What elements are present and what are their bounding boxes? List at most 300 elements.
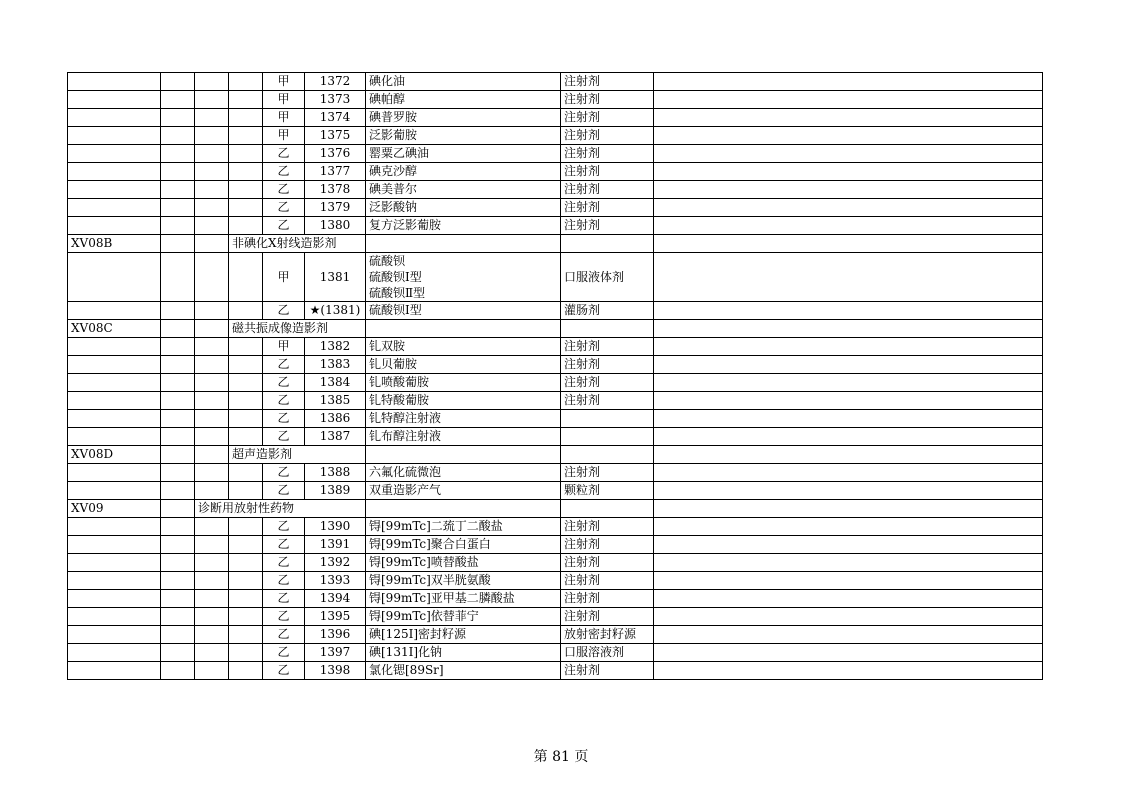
drug-number-cell: 1396 [305, 626, 366, 644]
drug-row [68, 410, 1043, 428]
empty-cell [195, 109, 229, 127]
grade-cell: 乙 [263, 410, 305, 428]
drug-row [68, 127, 1043, 145]
category-title-cell: 诊断用放射性药物 [195, 500, 366, 518]
drug-row [68, 518, 1043, 536]
empty-cell [68, 302, 161, 320]
drug-row [68, 662, 1043, 680]
drug-name-cell: 钆特酸葡胺 [366, 392, 561, 410]
drug-number-cell: 1385 [305, 392, 366, 410]
empty-cell [229, 109, 263, 127]
empty-cell [68, 482, 161, 500]
empty-cell [229, 73, 263, 91]
empty-cell [561, 500, 654, 518]
empty-cell [68, 181, 161, 199]
empty-cell [654, 235, 1043, 253]
grade-cell: 乙 [263, 392, 305, 410]
drug-number-cell: 1386 [305, 410, 366, 428]
drug-catalog-table [67, 72, 1043, 680]
dosage-form-cell: 注射剂 [561, 590, 654, 608]
grade-cell: 乙 [263, 217, 305, 235]
empty-cell [68, 91, 161, 109]
drug-name-cell [366, 253, 561, 302]
empty-cell [161, 109, 195, 127]
remarks-cell [654, 392, 1043, 410]
empty-cell [229, 554, 263, 572]
dosage-form-cell: 注射剂 [561, 163, 654, 181]
empty-cell [68, 338, 161, 356]
drug-number-cell: 1377 [305, 163, 366, 181]
empty-cell [161, 199, 195, 217]
empty-cell [161, 464, 195, 482]
empty-cell [654, 500, 1043, 518]
drug-row [68, 181, 1043, 199]
empty-cell [68, 410, 161, 428]
empty-cell [229, 145, 263, 163]
empty-cell [68, 428, 161, 446]
drug-row [68, 91, 1043, 109]
drug-number-cell: 1375 [305, 127, 366, 145]
drug-name-cell: 钆布醇注射液 [366, 428, 561, 446]
remarks-cell [654, 410, 1043, 428]
category-row [68, 235, 1043, 253]
empty-cell [229, 428, 263, 446]
dosage-form-cell: 注射剂 [561, 374, 654, 392]
empty-cell [161, 482, 195, 500]
drug-name-cell: 双重造影产气 [366, 482, 561, 500]
dosage-form-cell: 注射剂 [561, 518, 654, 536]
grade-cell: 乙 [263, 608, 305, 626]
remarks-cell [654, 302, 1043, 320]
grade-cell: 甲 [263, 338, 305, 356]
empty-cell [195, 320, 229, 338]
empty-cell [68, 163, 161, 181]
drug-number-cell: 1392 [305, 554, 366, 572]
grade-cell: 乙 [263, 662, 305, 680]
empty-cell [161, 644, 195, 662]
drug-number-cell: 1388 [305, 464, 366, 482]
empty-cell [195, 518, 229, 536]
remarks-cell [654, 608, 1043, 626]
grade-cell: 乙 [263, 572, 305, 590]
page-number: 第 81 页 [533, 749, 589, 765]
empty-cell [229, 608, 263, 626]
dosage-form-cell: 注射剂 [561, 73, 654, 91]
empty-cell [195, 91, 229, 109]
empty-cell [161, 302, 195, 320]
empty-cell [68, 109, 161, 127]
drug-number-cell: 1373 [305, 91, 366, 109]
empty-cell [195, 253, 229, 302]
empty-cell [161, 163, 195, 181]
empty-cell [195, 572, 229, 590]
grade-cell: 乙 [263, 554, 305, 572]
drug-row [68, 644, 1043, 662]
empty-cell [229, 392, 263, 410]
empty-cell [366, 320, 561, 338]
empty-cell [229, 644, 263, 662]
drug-number-cell: 1382 [305, 338, 366, 356]
drug-name-cell: 六氟化硫微泡 [366, 464, 561, 482]
drug-row [68, 253, 1043, 302]
grade-cell: 乙 [263, 199, 305, 217]
empty-cell [195, 662, 229, 680]
empty-cell [161, 127, 195, 145]
drug-name-line: 硫酸钡Ⅱ型 [369, 286, 426, 300]
empty-cell [161, 91, 195, 109]
drug-number-cell: 1372 [305, 73, 366, 91]
dosage-form-cell: 注射剂 [561, 181, 654, 199]
empty-cell [229, 253, 263, 302]
empty-cell [68, 253, 161, 302]
drug-row [68, 464, 1043, 482]
empty-cell [161, 428, 195, 446]
empty-cell [229, 662, 263, 680]
drug-name-cell: 锝[99mTc]喷替酸盐 [366, 554, 561, 572]
empty-cell [195, 626, 229, 644]
dosage-form-cell: 口服溶液剂 [561, 644, 654, 662]
drug-name-line: 硫酸钡 [369, 254, 406, 268]
empty-cell [195, 302, 229, 320]
empty-cell [195, 356, 229, 374]
drug-number-cell: 1376 [305, 145, 366, 163]
drug-row [68, 536, 1043, 554]
grade-cell: 乙 [263, 428, 305, 446]
dosage-form-cell: 注射剂 [561, 572, 654, 590]
remarks-cell [654, 91, 1043, 109]
grade-cell: 乙 [263, 374, 305, 392]
empty-cell [161, 181, 195, 199]
drug-name-cell: 氯化锶[89Sr] [366, 662, 561, 680]
drug-row [68, 572, 1043, 590]
grade-cell: 乙 [263, 536, 305, 554]
remarks-cell [654, 518, 1043, 536]
empty-cell [195, 217, 229, 235]
empty-cell [366, 500, 561, 518]
empty-cell [68, 199, 161, 217]
empty-cell [161, 392, 195, 410]
empty-cell [229, 626, 263, 644]
empty-cell [68, 356, 161, 374]
empty-cell [195, 554, 229, 572]
empty-cell [229, 91, 263, 109]
dosage-form-cell: 注射剂 [561, 145, 654, 163]
grade-cell: 乙 [263, 626, 305, 644]
dosage-form-cell: 注射剂 [561, 109, 654, 127]
grade-cell: 甲 [263, 109, 305, 127]
drug-row [68, 608, 1043, 626]
category-row [68, 446, 1043, 464]
empty-cell [68, 626, 161, 644]
empty-cell [68, 73, 161, 91]
drug-name-cell: 钆喷酸葡胺 [366, 374, 561, 392]
empty-cell [195, 73, 229, 91]
drug-name-cell: 碘[125I]密封籽源 [366, 626, 561, 644]
grade-cell: 甲 [263, 127, 305, 145]
remarks-cell [654, 482, 1043, 500]
empty-cell [229, 338, 263, 356]
dosage-form-cell: 注射剂 [561, 199, 654, 217]
dosage-form-cell: 注射剂 [561, 662, 654, 680]
remarks-cell [654, 338, 1043, 356]
drug-name-cell: 碘化油 [366, 73, 561, 91]
dosage-form-cell: 注射剂 [561, 338, 654, 356]
grade-cell: 甲 [263, 73, 305, 91]
drug-number-cell: ★(1381) [305, 302, 366, 320]
category-row [68, 320, 1043, 338]
drug-name-cell: 碘克沙醇 [366, 163, 561, 181]
drug-row [68, 163, 1043, 181]
empty-cell [195, 482, 229, 500]
empty-cell [195, 127, 229, 145]
empty-cell [161, 374, 195, 392]
empty-cell [195, 181, 229, 199]
empty-cell [68, 536, 161, 554]
drug-name-cell: 泛影葡胺 [366, 127, 561, 145]
remarks-cell [654, 73, 1043, 91]
drug-number-cell: 1397 [305, 644, 366, 662]
remarks-cell [654, 163, 1043, 181]
remarks-cell [654, 626, 1043, 644]
empty-cell [161, 662, 195, 680]
remarks-cell [654, 572, 1043, 590]
dosage-form-cell: 注射剂 [561, 554, 654, 572]
category-title-cell: 超声造影剂 [229, 446, 366, 464]
drug-row [68, 356, 1043, 374]
empty-cell [195, 644, 229, 662]
empty-cell [229, 590, 263, 608]
empty-cell [195, 145, 229, 163]
drug-name-cell: 碘[131I]化钠 [366, 644, 561, 662]
empty-cell [161, 253, 195, 302]
drug-row [68, 482, 1043, 500]
grade-cell: 甲 [263, 253, 305, 302]
drug-number-cell: 1393 [305, 572, 366, 590]
empty-cell [195, 338, 229, 356]
empty-cell [229, 572, 263, 590]
empty-cell [195, 163, 229, 181]
category-title-cell: 非碘化X射线造影剂 [229, 235, 366, 253]
remarks-cell [654, 554, 1043, 572]
drug-name-cell: 锝[99mTc]亚甲基二膦酸盐 [366, 590, 561, 608]
drug-name-line: 硫酸钡Ⅰ型 [369, 270, 422, 284]
empty-cell [195, 374, 229, 392]
empty-cell [229, 163, 263, 181]
empty-cell [68, 608, 161, 626]
empty-cell [161, 320, 195, 338]
drug-number-cell: 1379 [305, 199, 366, 217]
drug-number-cell: 1394 [305, 590, 366, 608]
empty-cell [229, 482, 263, 500]
empty-cell [161, 608, 195, 626]
empty-cell [366, 446, 561, 464]
empty-cell [561, 235, 654, 253]
empty-cell [68, 644, 161, 662]
drug-name-cell: 锝[99mTc]二巯丁二酸盐 [366, 518, 561, 536]
category-code-cell: XV08D [68, 446, 161, 464]
empty-cell [195, 199, 229, 217]
drug-number-cell: 1383 [305, 356, 366, 374]
grade-cell: 乙 [263, 482, 305, 500]
drug-row [68, 338, 1043, 356]
drug-name-cell: 碘普罗胺 [366, 109, 561, 127]
empty-cell [229, 464, 263, 482]
remarks-cell [654, 127, 1043, 145]
grade-cell: 乙 [263, 590, 305, 608]
empty-cell [195, 410, 229, 428]
dosage-form-cell: 颗粒剂 [561, 482, 654, 500]
dosage-form-cell: 注射剂 [561, 464, 654, 482]
category-row [68, 500, 1043, 518]
empty-cell [161, 590, 195, 608]
drug-name-cell: 罂粟乙碘油 [366, 145, 561, 163]
drug-name-cell: 碘帕醇 [366, 91, 561, 109]
empty-cell [229, 356, 263, 374]
dosage-form-cell: 注射剂 [561, 356, 654, 374]
drug-row [68, 626, 1043, 644]
empty-cell [68, 554, 161, 572]
dosage-form-cell [561, 428, 654, 446]
drug-number-cell: 1374 [305, 109, 366, 127]
dosage-form-cell: 注射剂 [561, 217, 654, 235]
drug-row [68, 73, 1043, 91]
remarks-cell [654, 428, 1043, 446]
empty-cell [161, 410, 195, 428]
grade-cell: 乙 [263, 145, 305, 163]
dosage-form-cell: 注射剂 [561, 536, 654, 554]
drug-row [68, 554, 1043, 572]
empty-cell [68, 662, 161, 680]
empty-cell [195, 428, 229, 446]
empty-cell [68, 464, 161, 482]
remarks-cell [654, 536, 1043, 554]
drug-name-cell: 钆双胺 [366, 338, 561, 356]
grade-cell: 乙 [263, 644, 305, 662]
dosage-form-cell: 注射剂 [561, 91, 654, 109]
remarks-cell [654, 217, 1043, 235]
drug-name-cell: 泛影酸钠 [366, 199, 561, 217]
drug-name-cell: 锝[99mTc]聚合白蛋白 [366, 536, 561, 554]
drug-name-cell: 碘美普尔 [366, 181, 561, 199]
empty-cell [229, 199, 263, 217]
drug-number-cell: 1380 [305, 217, 366, 235]
empty-cell [68, 392, 161, 410]
empty-cell [195, 608, 229, 626]
drug-name-cell: 硫酸钡Ⅰ型 [366, 302, 561, 320]
empty-cell [68, 518, 161, 536]
drug-number-cell: 1381 [305, 253, 366, 302]
empty-cell [229, 302, 263, 320]
empty-cell [161, 356, 195, 374]
category-code-cell: XV09 [68, 500, 161, 518]
drug-name-cell: 锝[99mTc]依替菲宁 [366, 608, 561, 626]
dosage-form-cell: 注射剂 [561, 392, 654, 410]
empty-cell [654, 320, 1043, 338]
drug-row [68, 199, 1043, 217]
drug-number-cell: 1387 [305, 428, 366, 446]
grade-cell: 乙 [263, 163, 305, 181]
empty-cell [366, 235, 561, 253]
drug-number-cell: 1390 [305, 518, 366, 536]
category-title-cell: 磁共振成像造影剂 [229, 320, 366, 338]
empty-cell [561, 446, 654, 464]
empty-cell [229, 410, 263, 428]
empty-cell [195, 235, 229, 253]
drug-name-cell: 锝[99mTc]双半胱氨酸 [366, 572, 561, 590]
drug-number-cell: 1389 [305, 482, 366, 500]
empty-cell [68, 145, 161, 163]
dosage-form-cell [561, 410, 654, 428]
drug-name-cell: 复方泛影葡胺 [366, 217, 561, 235]
empty-cell [654, 446, 1043, 464]
empty-cell [161, 518, 195, 536]
dosage-form-cell: 放射密封籽源 [561, 626, 654, 644]
empty-cell [229, 518, 263, 536]
remarks-cell [654, 253, 1043, 302]
grade-cell: 乙 [263, 518, 305, 536]
category-code-cell: XV08B [68, 235, 161, 253]
empty-cell [195, 464, 229, 482]
remarks-cell [654, 356, 1043, 374]
category-code-cell: XV08C [68, 320, 161, 338]
drug-number-cell: 1395 [305, 608, 366, 626]
empty-cell [161, 73, 195, 91]
remarks-cell [654, 464, 1043, 482]
grade-cell: 乙 [263, 464, 305, 482]
empty-cell [161, 554, 195, 572]
drug-name-cell: 钆贝葡胺 [366, 356, 561, 374]
grade-cell: 甲 [263, 91, 305, 109]
remarks-cell [654, 374, 1043, 392]
empty-cell [161, 446, 195, 464]
empty-cell [195, 446, 229, 464]
drug-row [68, 109, 1043, 127]
empty-cell [68, 572, 161, 590]
drug-name-cell: 钆特醇注射液 [366, 410, 561, 428]
empty-cell [68, 590, 161, 608]
empty-cell [161, 145, 195, 163]
empty-cell [161, 338, 195, 356]
empty-cell [195, 536, 229, 554]
drug-number-cell: 1378 [305, 181, 366, 199]
dosage-form-cell: 注射剂 [561, 608, 654, 626]
grade-cell: 乙 [263, 181, 305, 199]
remarks-cell [654, 181, 1043, 199]
remarks-cell [654, 644, 1043, 662]
empty-cell [68, 217, 161, 235]
drug-row [68, 428, 1043, 446]
empty-cell [229, 374, 263, 392]
remarks-cell [654, 145, 1043, 163]
empty-cell [229, 127, 263, 145]
empty-cell [229, 536, 263, 554]
empty-cell [229, 217, 263, 235]
dosage-form-cell: 口服液体剂 [561, 253, 654, 302]
drug-row [68, 392, 1043, 410]
empty-cell [161, 217, 195, 235]
empty-cell [561, 320, 654, 338]
empty-cell [229, 181, 263, 199]
drug-row [68, 145, 1043, 163]
remarks-cell [654, 662, 1043, 680]
empty-cell [161, 572, 195, 590]
empty-cell [161, 235, 195, 253]
drug-row [68, 217, 1043, 235]
drug-row [68, 374, 1043, 392]
empty-cell [68, 127, 161, 145]
drug-row [68, 302, 1043, 320]
empty-cell [161, 536, 195, 554]
